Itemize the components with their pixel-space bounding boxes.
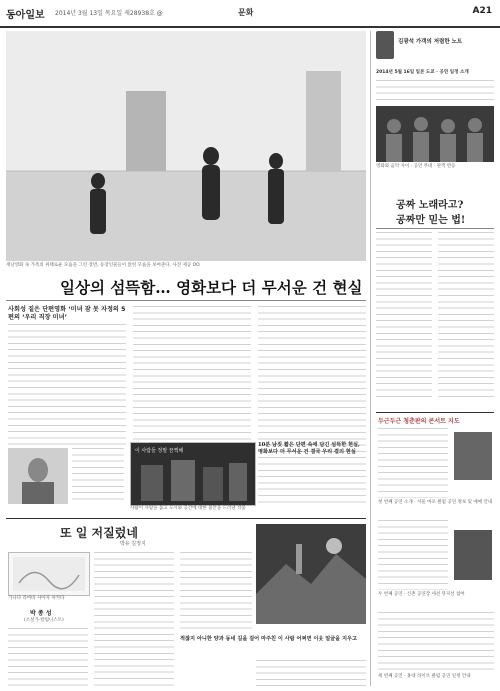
- author-role: (소설가·칼럼니스트): [24, 618, 64, 623]
- sidebar-column-header: [376, 31, 494, 67]
- column-body-text: [94, 552, 174, 686]
- main-headline: 일상의 섬뜩함… 영화보다 더 무서운 건 현실: [60, 278, 363, 297]
- scene-photo-label: 이 사람들 정말 끔찍해: [135, 448, 184, 454]
- issue-date: 2014년 3월 13일 목요일 제28938호 @: [55, 10, 163, 17]
- sidebar-rule: [376, 412, 494, 413]
- performance-caption: 두 번째 공연 · 신촌 공연장 세션 뮤지션 참여: [378, 592, 465, 597]
- column-body-text: [8, 628, 88, 686]
- newspaper-logo: 동아일보: [6, 10, 45, 21]
- performance-text: [378, 428, 448, 498]
- sidebar-ticket-label: 2014년 5월 16일 일본 도쿄 · 공연 일정 소개: [376, 70, 469, 75]
- sidebar-body-text: [438, 232, 494, 402]
- column-body-text: [256, 660, 366, 686]
- performance-text: [378, 612, 494, 672]
- masthead: [0, 0, 500, 28]
- scene-photo: [130, 442, 256, 506]
- article-body-text: [258, 306, 366, 506]
- column-illustration: [256, 524, 366, 624]
- book-cover-box: [8, 552, 90, 596]
- mid-quote: 10분 남짓 짧은 단편 속에 담긴 섬뜩한 현실, 영화보다 더 무서운 건 결국 우리 곁의 현실: [258, 442, 360, 455]
- portrait-photo: [8, 448, 68, 504]
- sidebar-body-text: [376, 232, 432, 402]
- performance-item: [378, 520, 494, 604]
- performance-item: [378, 428, 494, 512]
- section-divider: [6, 518, 366, 519]
- columnist-photo: [376, 31, 394, 59]
- column-quote: 적잖지 아니한 양과 동네 길을 걸어 마주친 이 사람 어쩌면 이웃 얼굴을 지우고: [180, 636, 358, 642]
- column-body-text: [180, 552, 252, 632]
- main-photo-illustration: [6, 31, 366, 261]
- performer-photo: [454, 432, 492, 480]
- performance-item: [378, 612, 494, 686]
- article-body-text: [8, 324, 126, 446]
- performance-text: [378, 520, 448, 590]
- article-body-text: [72, 448, 124, 504]
- main-photo: [6, 31, 366, 261]
- performance-title: 두근두근 청춘판의 콘서트 지도: [378, 418, 460, 425]
- article-subhead: 사회성 짙은 단편영화 ‘미녀 잠 못 자정의 5편의 ‘우리 직장 미녀’: [8, 306, 126, 321]
- performance-caption: 세 번째 공연 · 홍대 라이브 클럽 공연 일정 안내: [378, 674, 471, 679]
- sidebar-body-text: [376, 80, 494, 102]
- scene-photo-caption: 사람이 사람을 돕고 도시와 공간에 대한 불안을 드러낸 작품: [130, 506, 246, 511]
- performer-photo: [454, 530, 492, 580]
- column-divider: [370, 31, 371, 686]
- column-title: 또 일 저질렀네: [60, 526, 138, 540]
- band-photo: [376, 106, 494, 162]
- article-body-text: [133, 306, 251, 446]
- headline-rule: [6, 300, 366, 301]
- sidebar-rule: [376, 228, 494, 229]
- book-cover-caption: 가나다 라마바 사아자 차카타: [8, 596, 65, 601]
- sidebar-headline-1: 공짜 노래라고?: [396, 200, 464, 211]
- page-number: A21: [472, 6, 492, 16]
- main-photo-caption: 재난영화 속 가족의 위태로운 모습을 그린 장면, 등장인물들이 얽힌 모습을 보여준다. 사진 제공 OO: [6, 263, 200, 268]
- sidebar-column-title: 김광석 가객의 저렴한 노트: [398, 39, 463, 45]
- band-photo-caption: 영화와 음악 사이 · 공연 무대 · 관객 반응: [376, 164, 456, 169]
- column-byline: 박유 김정지: [120, 541, 146, 547]
- performance-caption: 첫 번째 공연 소개 · 서울 마포 클럽 공연 정보 및 예매 안내: [378, 500, 493, 505]
- section-label: 문화: [238, 8, 254, 17]
- author-name: 박 종 성: [30, 610, 52, 617]
- sidebar-headline-2: 공짜만 믿는 법!: [396, 215, 466, 226]
